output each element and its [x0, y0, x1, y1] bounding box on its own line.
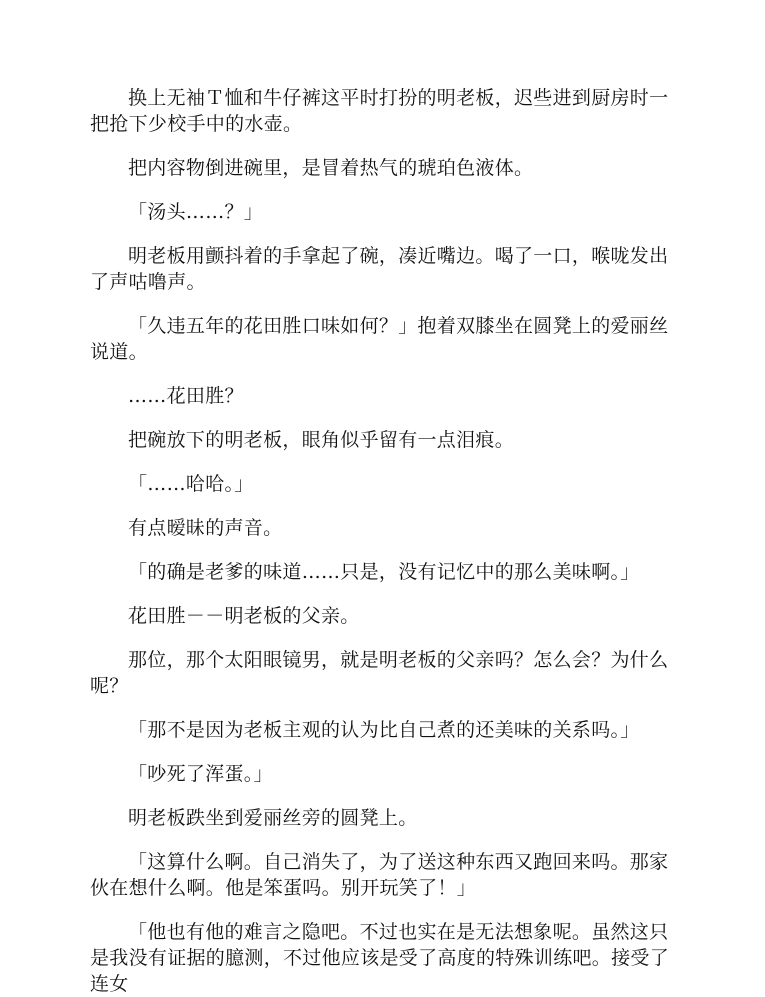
paragraph: 「汤头……？」	[128, 201, 264, 223]
paragraph: ……花田胜？	[128, 385, 244, 407]
paragraph: 「他也有他的难言之隐吧。不过也实在是无法想象呢。虽然这只是我没有证据的臆测，不过他应该是受了高度的特殊训练吧。接受了连女	[90, 921, 670, 995]
paragraph: 把内容物倒进碗里，是冒着热气的琥珀色液体。	[128, 157, 534, 179]
paragraph: 明老板用颤抖着的手拿起了碗，凑近嘴边。喝了一口，喉咙发出了声咕噜声。	[90, 245, 669, 293]
paragraph: 明老板跌坐到爱丽丝旁的圆凳上。	[128, 807, 418, 829]
paragraph: 「……哈哈。」	[128, 473, 254, 495]
paragraph: 「久违五年的花田胜口味如何？」抱着双膝坐在圆凳上的爱丽丝说道。	[90, 315, 669, 363]
paragraph: 那位，那个太阳眼镜男，就是明老板的父亲吗？怎么会？为什么呢？	[90, 649, 669, 697]
paragraph: 「这算什么啊。自己消失了，为了送这种东西又跑回来吗。那家伙在想什么啊。他是笨蛋吗。别开玩笑了！」	[90, 851, 669, 899]
paragraph: 把碗放下的明老板，眼角似乎留有一点泪痕。	[128, 429, 515, 451]
paragraph: 有点暧昧的声音。	[128, 517, 283, 539]
paragraph: 「那不是因为老板主观的认为比自己煮的还美味的关系吗。」	[128, 719, 640, 741]
paragraph: 「的确是老爹的味道……只是，没有记忆中的那么美味啊。」	[128, 561, 640, 583]
paragraph: 换上无袖Ｔ恤和牛仔裤这平时打扮的明老板，迟些进到厨房时一把抢下少校手中的水壶。	[90, 87, 669, 135]
paragraph: 「吵死了浑蛋。」	[128, 763, 273, 785]
paragraph: 花田胜－－明老板的父亲。	[128, 605, 360, 627]
